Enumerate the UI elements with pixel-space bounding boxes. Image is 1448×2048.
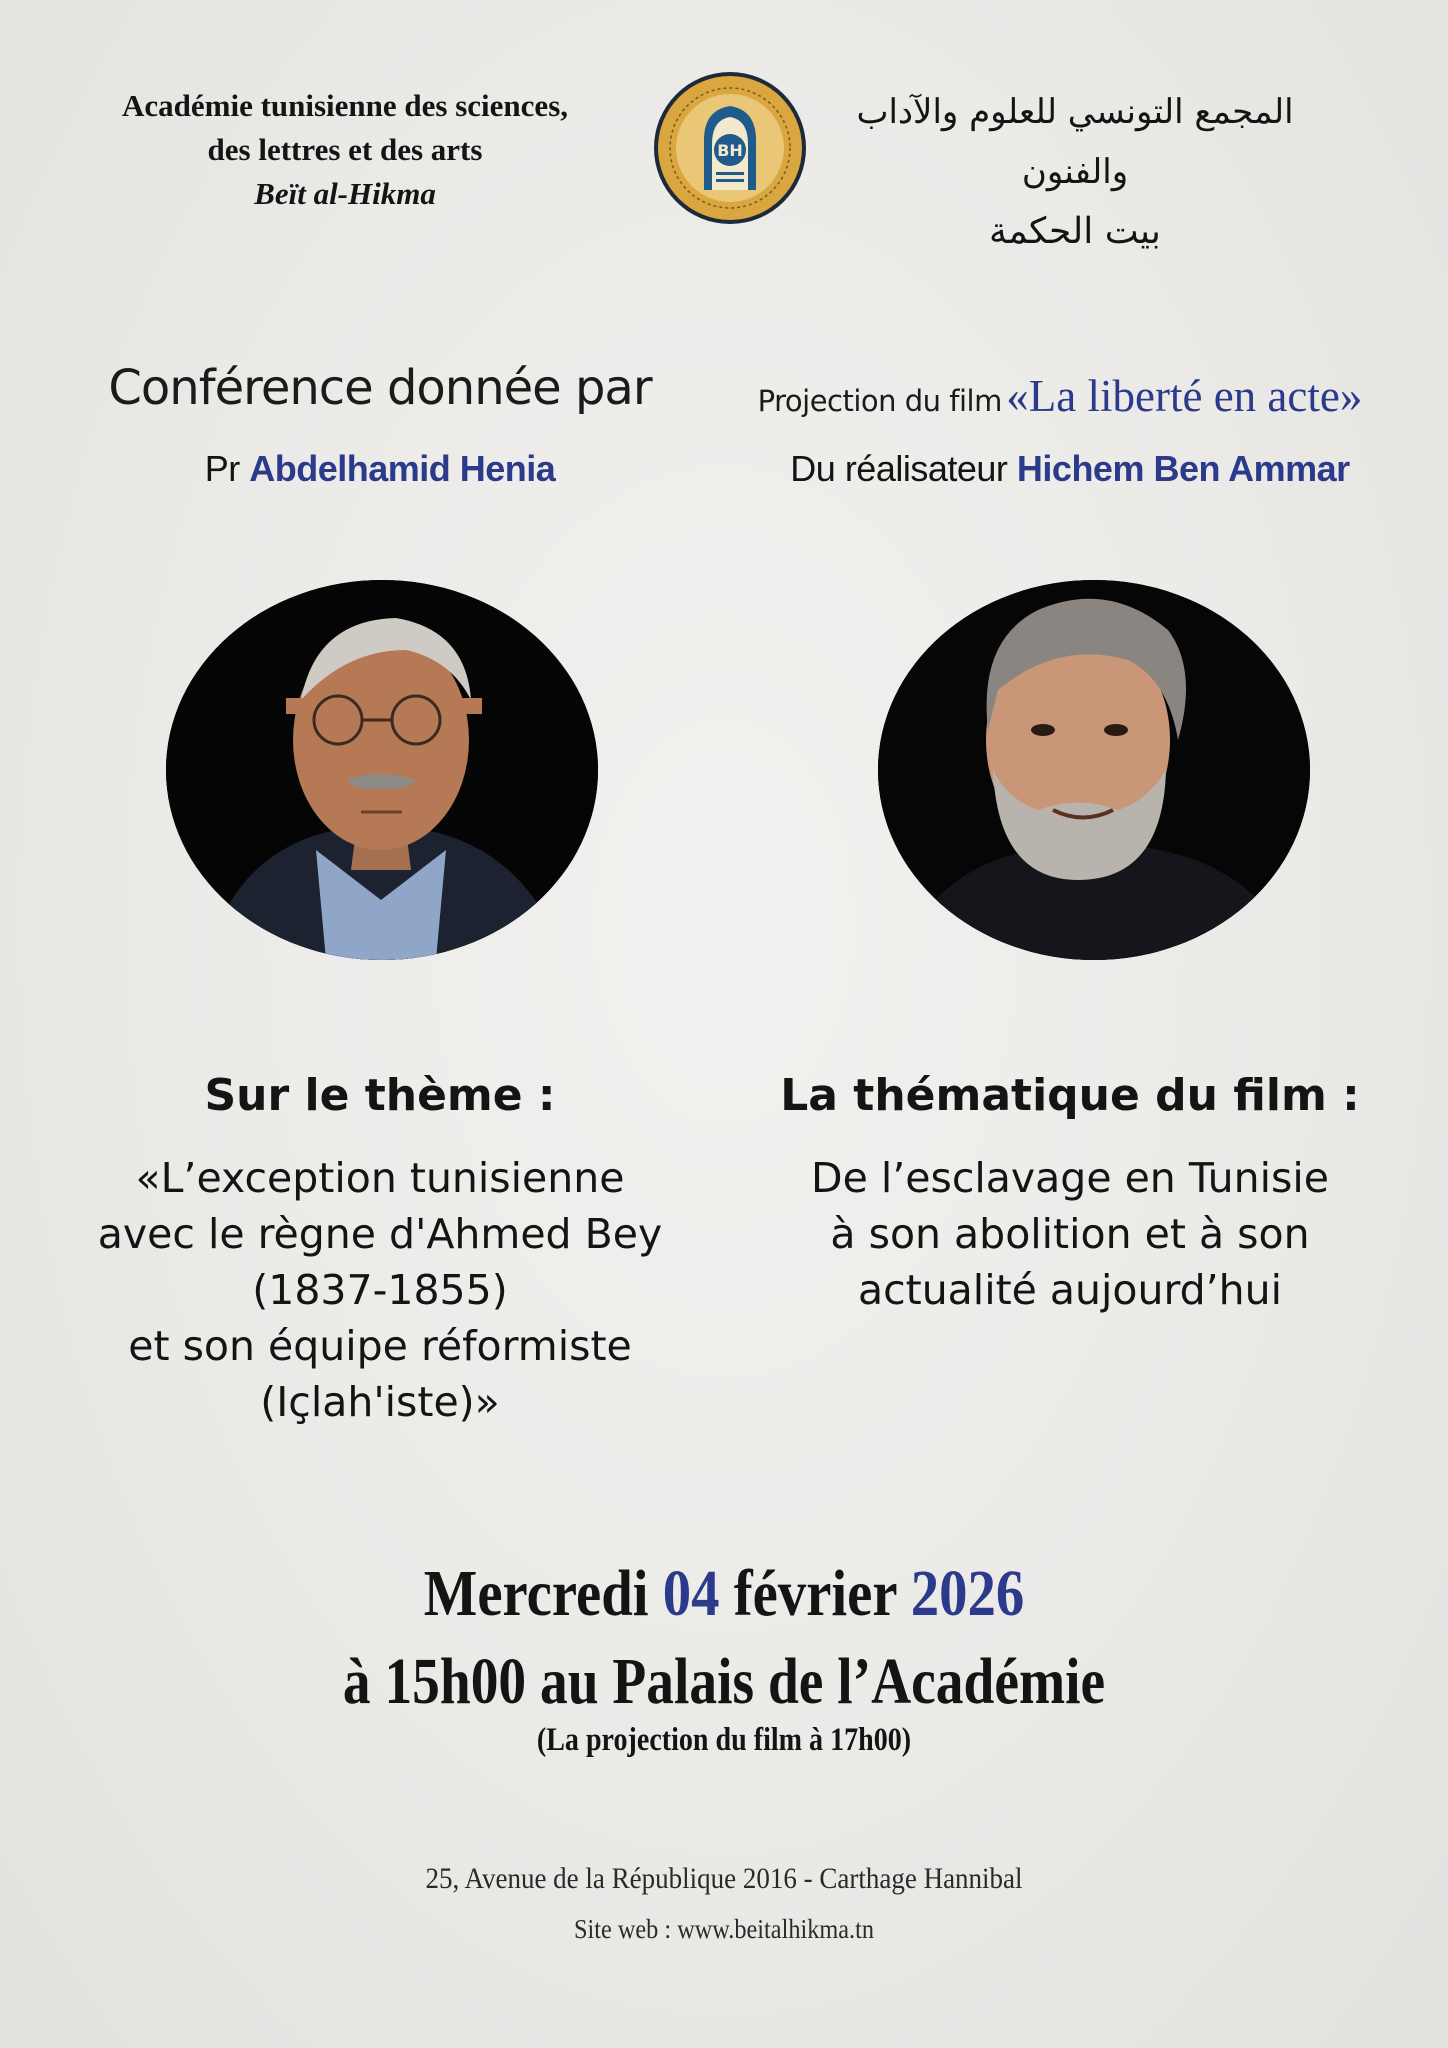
speaker-portrait — [166, 580, 598, 960]
academy-name-fr — [60, 84, 630, 216]
event-month: février — [733, 1557, 897, 1630]
director-name: Hichem Ben Ammar — [1016, 448, 1350, 489]
svg-text:BH: BH — [717, 141, 743, 160]
conference-theme-line: et son équipe réformiste — [128, 1322, 632, 1370]
speaker-name: Abdelhamid Henia — [249, 448, 556, 489]
director — [760, 448, 1380, 490]
film-projection — [700, 370, 1420, 422]
event-date — [101, 1556, 1346, 1632]
speaker-prefix: Pr — [204, 448, 240, 489]
academy-name-line-1: Académie tunisienne des sciences, — [121, 88, 569, 123]
director-prefix: Du réalisateur — [790, 448, 1008, 489]
academy-name-ar-line-2: بيت الحكمة — [989, 211, 1161, 252]
speaker — [60, 448, 700, 490]
film-theme-heading: La thématique du film : — [780, 1070, 1360, 1121]
conference-theme-heading: Sur le thème : — [204, 1070, 556, 1121]
academy-name-ar — [840, 82, 1310, 262]
academy-name-ar-line-1: المجمع التونسي للعلوم والآداب والفنون — [856, 92, 1294, 192]
projection-time: (La projection du film à 17h00) — [536, 1722, 912, 1758]
conference-theme-line: «L’exception tunisienne — [135, 1154, 625, 1202]
academy-name-line-2: des lettres et des arts — [207, 132, 483, 167]
film-theme-line: à son abolition et à son — [830, 1210, 1310, 1258]
event-year: 2026 — [910, 1557, 1025, 1630]
film-theme-line: De l’esclavage en Tunisie — [811, 1154, 1329, 1202]
conference-theme-line: avec le règne d'Ahmed Bey — [97, 1210, 663, 1258]
event-time-place: à 15h00 au Palais de l’Académie — [342, 1645, 1106, 1718]
film-title: «La liberté en acte» — [1006, 371, 1363, 421]
academy-name-line-3: Beït al-Hikma — [254, 176, 436, 211]
projection-label: Projection du film — [757, 384, 1002, 418]
conference-intro: Conférence donnée par — [108, 360, 652, 416]
conference-theme-line: (Içlah'iste)» — [260, 1378, 500, 1426]
event-date-number: 04 — [662, 1557, 720, 1630]
film-theme — [760, 1150, 1380, 1318]
conference-theme — [50, 1150, 710, 1430]
academy-seal-icon — [652, 70, 808, 226]
event-day: Mercredi — [423, 1557, 649, 1630]
director-portrait — [878, 580, 1310, 960]
website: Site web : www.beitalhikma.tn — [573, 1914, 875, 1944]
address: 25, Avenue de la République 2016 - Carthage Hannibal — [425, 1862, 1023, 1895]
film-theme-line: actualité aujourd’hui — [857, 1266, 1283, 1314]
conference-theme-line: (1837-1855) — [252, 1266, 508, 1314]
